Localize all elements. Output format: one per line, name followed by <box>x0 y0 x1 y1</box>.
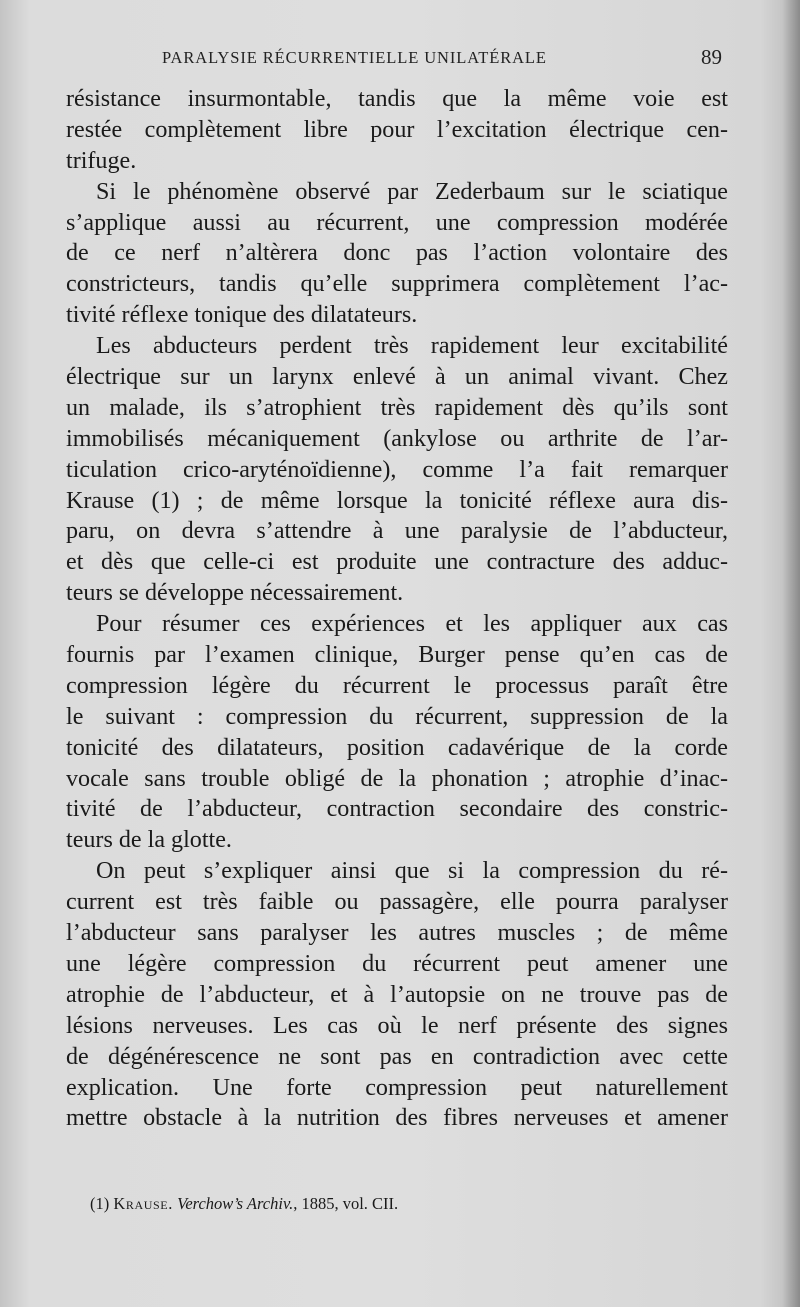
page-header <box>162 45 722 74</box>
text-line: l’abducteur sans paralyser les autres muscles ; de même <box>66 920 728 947</box>
page-edge-shadow <box>782 0 800 1307</box>
text-line: tonicité des dilatateurs, position cadavérique de la corde <box>66 734 728 761</box>
text-line: vocale sans trouble obligé de la phonation ; atrophie d’inac- <box>66 765 728 792</box>
text-line: un malade, ils s’atrophient très rapidement dès qu’ils sont <box>66 394 728 421</box>
text-line: de dégénérescence ne sont pas en contradiction avec cette <box>66 1043 728 1070</box>
footnote-details: , 1885, vol. CII. <box>293 1194 399 1213</box>
text-line: constricteurs, tandis qu’elle supprimera complètement l’ac- <box>66 271 728 298</box>
text-line: Les abducteurs perdent très rapidement leur excitabilité <box>96 333 728 360</box>
text-line: fournis par l’examen clinique, Burger pense qu’en cas de <box>66 642 728 669</box>
text-line: lésions nerveuses. Les cas où le nerf présente des signes <box>66 1012 728 1039</box>
text-line: Krause (1) ; de même lorsque la tonicité réflexe aura dis- <box>66 487 728 514</box>
footnote-journal: Verchow’s Archiv. <box>177 1194 294 1213</box>
text-line: de ce nerf n’altèrera donc pas l’action volontaire des <box>66 240 728 267</box>
text-line: paru, on devra s’attendre à une paralysie de l’abducteur, <box>66 518 728 545</box>
text-line: trifuge. <box>66 147 137 174</box>
text-line: résistance insurmontable, tandis que la même voie est <box>66 86 728 112</box>
footnote <box>90 1194 550 1214</box>
text-line: électrique sur un larynx enlevé à un animal vivant. Chez <box>66 364 728 391</box>
text-line: ticulation crico-aryténoïdienne), comme l’a fait remarquer <box>66 456 728 483</box>
text-line: le suivant : compression du récurrent, suppression de la <box>66 703 728 730</box>
text-line: s’applique aussi au récurrent, une compression modérée <box>66 209 728 236</box>
text-line: immobilisés mécaniquement (ankylose ou arthrite de l’ar- <box>66 425 728 452</box>
footnote-marker: (1) <box>90 1194 110 1213</box>
text-line: On peut s’expliquer ainsi que si la compression du ré- <box>96 858 728 885</box>
running-title: PARALYSIE RÉCURRENTIELLE UNILATÉRALE <box>162 48 547 67</box>
text-line: explication. Une forte compression peut naturellement <box>66 1074 728 1101</box>
text-line: compression légère du récurrent le processus paraît être <box>66 672 728 699</box>
footnote-author: Krause. <box>113 1194 173 1213</box>
body-text <box>66 84 728 1134</box>
text-line: tivité de l’abducteur, contraction secondaire des constric- <box>66 796 728 823</box>
text-line: mettre obstacle à la nutrition des fibres nerveuses et amener <box>66 1105 728 1132</box>
text-line: current est très faible ou passagère, elle pourra paralyser <box>66 889 728 916</box>
text-line: teurs se développe nécessairement. <box>66 580 404 607</box>
text-line: Pour résumer ces expériences et les appliquer aux cas <box>96 611 728 638</box>
text-line: restée complètement libre pour l’excitation électrique cen- <box>66 116 728 143</box>
text-line: Si le phénomène observé par Zederbaum sur le sciatique <box>96 178 728 205</box>
page-number: 89 <box>701 45 722 69</box>
text-line: atrophie de l’abducteur, et à l’autopsie on ne trouve pas de <box>66 981 728 1008</box>
text-line: une légère compression du récurrent peut amener une <box>66 950 728 977</box>
text-line: et dès que celle-ci est produite une contracture des adduc- <box>66 549 728 576</box>
text-line: tivité réflexe tonique des dilatateurs. <box>66 302 418 329</box>
text-line: teurs de la glotte. <box>66 827 232 854</box>
